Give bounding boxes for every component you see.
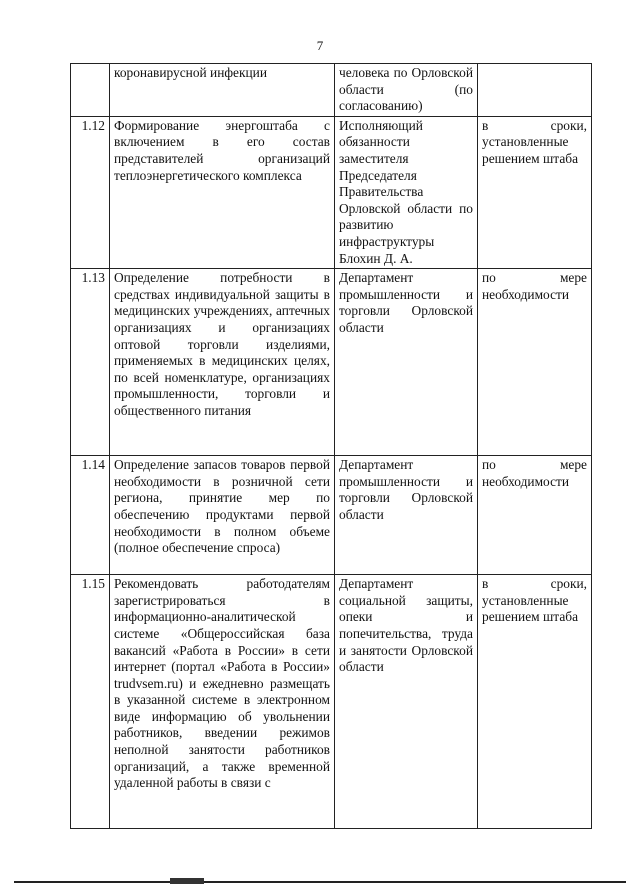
action-cell: коронавирусной инфекции (110, 64, 335, 117)
action-cell: Формирование энергоштаба с включением в его состав представителей организаций теплоэнергетического комплекса (110, 116, 335, 268)
table-row (71, 575, 592, 829)
row-number-cell: 1.13 (71, 269, 110, 456)
deadline-cell: по мере необходимости (478, 269, 592, 456)
row-number-cell: 1.14 (71, 456, 110, 575)
responsible-cell: Департамент промышленности и торговли Орловской области (335, 269, 478, 456)
table-row (71, 456, 592, 575)
table-row (71, 116, 592, 268)
deadline-cell: в сроки, установленные решением штаба (478, 575, 592, 829)
action-cell: Рекомендовать работодателям зарегистрироваться в информационно-аналитической системе «Общероссийская база вакансий «Работа в России» в сети интернет (портал «Работа в России» trudvsem.ru) и ежедневно размещать в указанной системе в электронном виде информацию об увольнении работников, введении режимов неполной занятости работников организаций, а также временной удаленной работы в связи с (110, 575, 335, 829)
table-row (71, 269, 592, 456)
deadline-cell: в сроки, установленные решением штаба (478, 116, 592, 268)
responsible-cell: человека по Орловской области (по согласованию) (335, 64, 478, 117)
responsible-cell: Исполняющий обязанности заместителя Председателя Правительства Орловской области по развитию инфраструктуры Блохин Д. А. (335, 116, 478, 268)
action-cell: Определение запасов товаров первой необходимости в розничной сети региона, принятие мер по обеспечению продуктами первой необходимости в полном объеме (полное обеспечение спроса) (110, 456, 335, 575)
action-cell: Определение потребности в средствах индивидуальной защиты в медицинских учреждениях, аптечных организациях и организациях оптовой торговли изделиями, применяемых в медицинских целях, по всей номенклатуре, организациях промышленности, торговли и общественного питания (110, 269, 335, 456)
table-row (71, 64, 592, 117)
measures-table (70, 63, 592, 829)
deadline-cell (478, 64, 592, 117)
page-number: 7 (316, 38, 324, 53)
bottom-rule (14, 881, 626, 883)
bottom-mark (170, 878, 204, 884)
row-number-cell (71, 64, 110, 117)
responsible-cell: Департамент социальной защиты, опеки и попечительства, труда и занятости Орловской области (335, 575, 478, 829)
row-number-cell: 1.12 (71, 116, 110, 268)
deadline-cell: по мере необходимости (478, 456, 592, 575)
row-number-cell: 1.15 (71, 575, 110, 829)
responsible-cell: Департамент промышленности и торговли Орловской области (335, 456, 478, 575)
